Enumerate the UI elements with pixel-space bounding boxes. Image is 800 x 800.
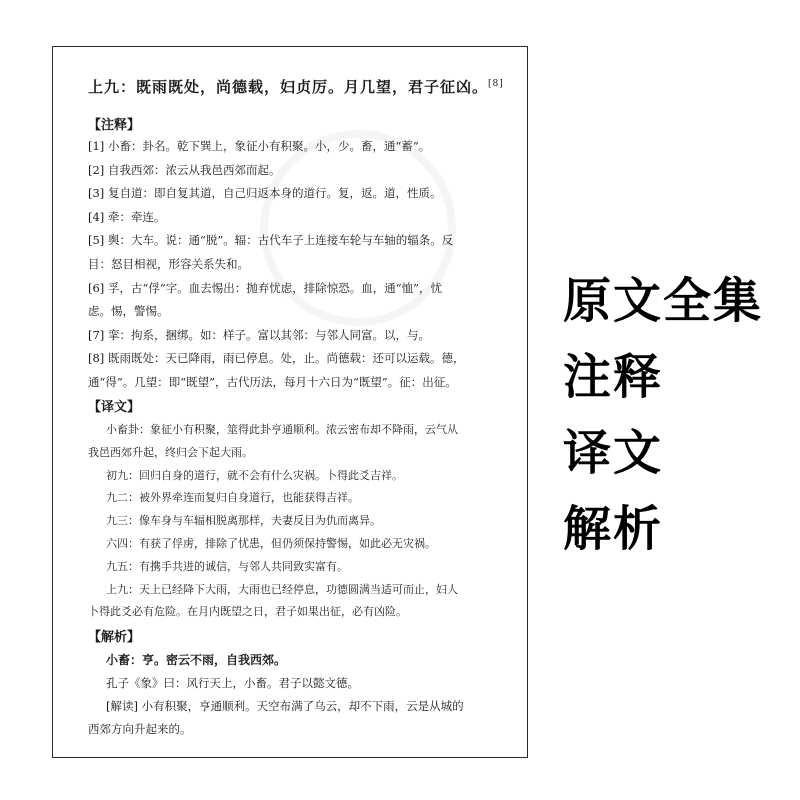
feature-label-3: 译文 bbox=[563, 425, 664, 481]
text-line: [解读] 小有积聚，亨通顺利。天空布满了乌云，却不下雨，云是从城的 bbox=[106, 699, 464, 713]
book-page bbox=[58, 54, 524, 754]
text-line: [5] 舆：大车。说：通“脱”。辐：古代车子上连接车轮与车轴的辐条。反 bbox=[88, 233, 454, 248]
text-line: 通“得”。几望：即“既望”，古代历法，每月十六日为“既望”。征：出征。 bbox=[88, 375, 457, 389]
page-heading bbox=[88, 76, 504, 97]
heading-text: 上九：既雨既处，尚德载，妇贞厉。月几望，君子征凶。 bbox=[88, 78, 489, 96]
translation-title: 【译文】 bbox=[88, 400, 141, 415]
text-line: 虑。惕，警惕。 bbox=[88, 304, 169, 319]
text-line: 小畜：亨。密云不雨，自我西郊。 bbox=[106, 653, 287, 667]
text-line: 西郊方向升起来的。 bbox=[88, 722, 192, 736]
feature-label-4: 解析 bbox=[563, 501, 664, 557]
notes-title: 【注释】 bbox=[88, 118, 141, 133]
text-line: 小畜卦：象征小有积聚，筮得此卦亨通顺利。浓云密布却不降雨，云气从 bbox=[106, 423, 458, 436]
text-line: 卜得此爻必有危险。在月内既望之日，君子如果出征，必有凶险。 bbox=[88, 605, 407, 619]
text-line: [2] 自我西郊：浓云从我邑西郊而起。 bbox=[88, 162, 281, 177]
text-line: [1] 小畜：卦名。乾下巽上，象征小有积聚。小，少。畜，通“蓄”。 bbox=[88, 139, 431, 153]
text-line: [8] 既雨既处：天已降雨，雨已停息。处，止。尚德载：还可以运载。德， bbox=[88, 351, 465, 366]
analysis-title: 【解析】 bbox=[88, 630, 141, 645]
text-line: 九五：有携手共进的诚信，与邻人共同致实富有。 bbox=[106, 559, 348, 573]
feature-label-1: 原文全集 bbox=[563, 273, 764, 329]
text-line: 孔子《象》曰：风行天上，小畜。君子以懿文德。 bbox=[106, 676, 359, 690]
text-line: [4] 牵：牵连。 bbox=[88, 209, 166, 224]
text-line: 上九：天上已经降下大雨，大雨也已经停息，功德圆满当适可而止，妇人 bbox=[106, 582, 458, 596]
feature-label-2: 注释 bbox=[563, 349, 664, 405]
text-line: 六四：有获了俘虏，排除了忧患，但仍须保持警惕，如此必无灾祸。 bbox=[106, 537, 436, 550]
text-line: 我邑西郊升起，终归会下起大雨。 bbox=[88, 445, 253, 459]
text-line: [6] 孚，古“俘”字。血去惕出：抛弃忧虑，排除惊恐。血，通“恤”，忧 bbox=[88, 280, 442, 295]
text-line: 九二：被外界牵连而复归自身道行，也能获得吉祥。 bbox=[106, 491, 359, 505]
text-line: [3] 复自道：即自复其道，自己归返本身的道行。复，返。道，性质。 bbox=[88, 186, 442, 201]
text-line: 目：怒目相视，形容关系失和。 bbox=[88, 257, 249, 271]
text-line: 初九：回归自身的道行，就不会有什么灾祸。卜得此爻吉祥。 bbox=[106, 468, 403, 482]
heading-ref: [8] bbox=[488, 79, 504, 89]
text-line: 九三：像车身与车辐相脱离那样，夫妻反目为仇而离异。 bbox=[106, 514, 381, 528]
text-line: [7] 挛：拘系，捆绑。如：样子。富以其邻：与邻人同富。以，与。 bbox=[88, 327, 430, 342]
